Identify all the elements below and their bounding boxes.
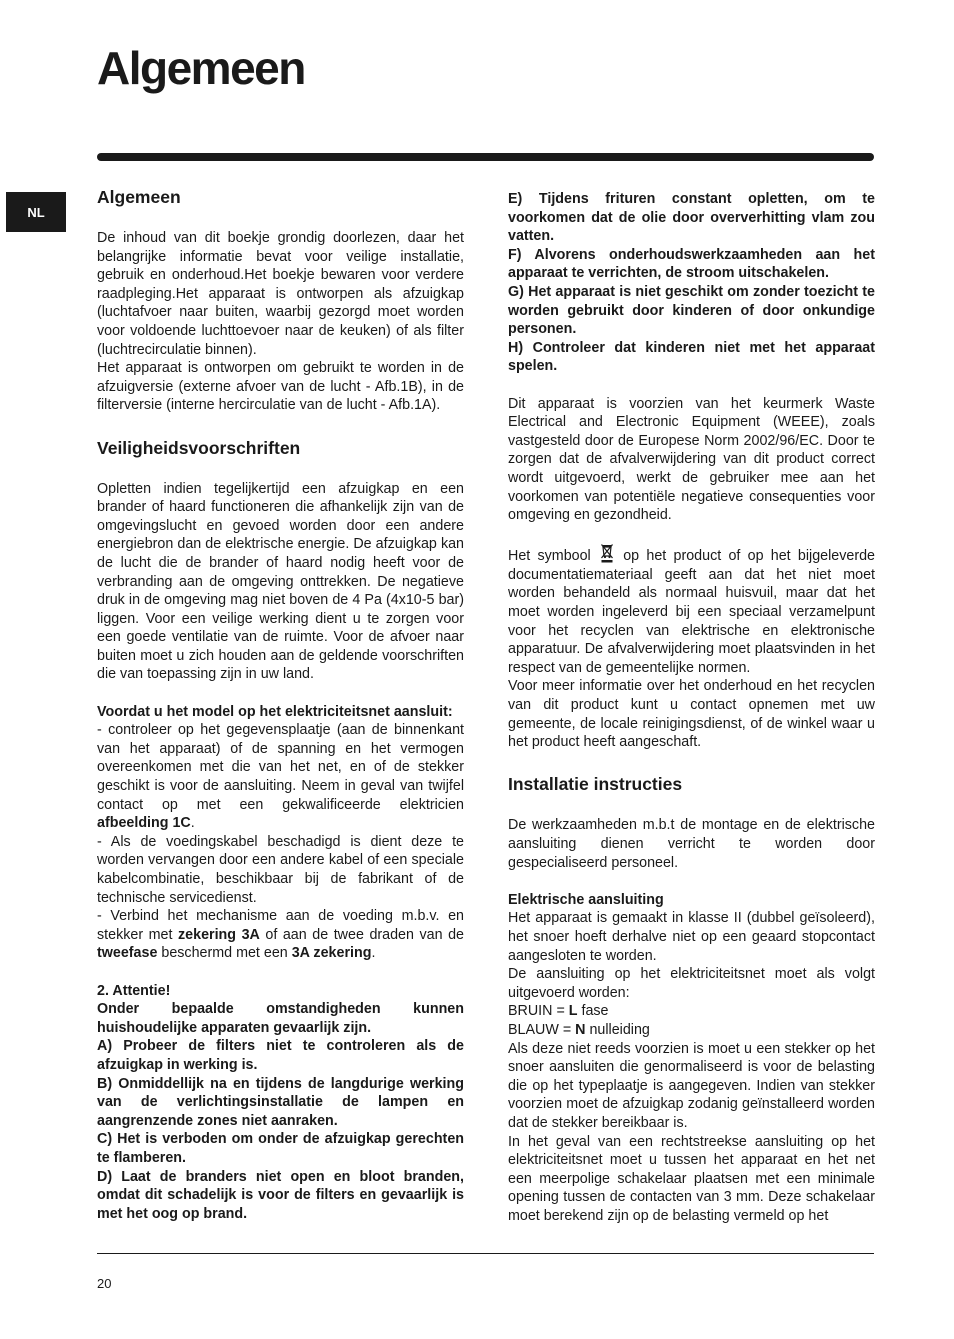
general-paragraph-1: De inhoud van dit boekje grondig doorlezen, daar het belangrijke informatie bevat voor veilige installatie, gebruik en onderhoud.Het boekje bewaren voor verdere raadpleging.Het apparaat is ontworpen als afzuigkap (luchtafvoer naar buiten, waarbij gezorgd moet worden voor voldoende luchttoevoer naar de keuken) of als filter (luchtrecirculatie binnen). [97, 230, 464, 358]
blue-wire: BLAUW = N nulleiding [508, 1021, 650, 1038]
symbol-paragraph: Het symbool op het product of op het bijgeleverde documentatiemateriaal geeft aan dat het niet moet worden behandeld als normaal huisvuil, maar dat het moet worden ingeleverd bij een speciaal verzamelpunt voor het recyclen van elektrische en elektronische apparatuur. De afvalverwijdering moet plaatsvinden in het respect van de gemeentelijke normen. [508, 543, 875, 677]
attention-heading: 2. Attentie! [97, 982, 171, 999]
attention-intro: Onder bepaalde omstandigheden kunnen huishoudelijke apparaten gevaarlijk zijn. [97, 1001, 464, 1036]
page-title: Algemeen [97, 42, 305, 94]
before-connect-heading: Voordat u het model op het elektriciteitsnet aansluit: [97, 703, 453, 720]
connect-item-1: - controleer op het gegevensplaatje (aan de binnenkant van het apparaat) of de spanning en het vermogen overeenkomen met die van het net, en of de stekker geschikt is voor de aansluiting. Neem in geval van twijfel contact op met een gekwalificeerde elektricien afbeelding 1C. [97, 722, 464, 832]
warning-c: C) Het is verboden om onder de afzuigkap gerechten te flamberen. [97, 1131, 464, 1166]
warning-g: G) Het apparaat is niet geschikt om zonder toezicht te worden gebruikt door kinderen of door onkundige personen. [508, 283, 875, 338]
title-divider [97, 153, 874, 161]
connect-item-3: - Verbind het mechanisme aan de voeding m.b.v. en stekker met zekering 3A of aan de twee draden van de tweefase beschermd met een 3A zekering. [97, 908, 465, 962]
crossed-out-bin-icon [600, 543, 614, 563]
direct-connection-paragraph: In het geval van een rechtstreekse aansluiting op het elektriciteitsnet moet u tussen het apparaat en het net een meerpolige schakelaar plaatsen met een minimale opening tussen de contacten van 3 mm. Deze schakelaar moet berekend zijn op de belasting vermeld op het [508, 1133, 875, 1224]
warning-e: E) Tijdens frituren constant opletten, om te voorkomen dat de olie door oververhitting vlam zou vatten. [508, 191, 875, 245]
safety-paragraph: Opletten indien tegelijkertijd een afzuigkap en een brander of haard functioneren die afhankelijk zijn van de omgevingslucht en gevoed worden door een andere energiebron dan de elektrische energie. De afzuigkap kan de lucht die de brander of haard nodig heeft voor de verbranding aan de omgeving onttrekken. De negatieve druk in de omgeving mag niet boven de 4 Pa (4x10-5 bar) liggen. Voor een veilige werking dient u te zorgen voor een goede ventilatie van de ruimte. Voor de afvoer naar buiten moet u zich houden aan de geldende voorschriften die van toepassing zijn in uw land. [97, 480, 464, 683]
installation-intro: De werkzaamheden m.b.t de montage en de elektrische aansluiting dienen verricht te worden door gespecialiseerd personeel. [508, 817, 875, 871]
warning-f: F) Alvorens onderhoudswerkzaamheden aan het apparaat te verrichten, de stroom uitschakelen. [508, 246, 875, 282]
connect-item-2: - Als de voedingskabel beschadigd is dient deze te worden vervangen door een andere kabel of een speciale kabelcombinatie, beschikbaar bij de fabrikant of de technische servicedienst. [97, 833, 464, 906]
warning-h: H) Controleer dat kinderen niet met het apparaat spelen. [508, 339, 875, 375]
electrical-heading: Elektrische aansluiting [508, 891, 664, 908]
more-info-paragraph: Voor meer informatie over het onderhoud en het recyclen van dit product kunt u contact opnemen met uw gemeente, de locale reinigingsdienst, of de winkel waar u het product heeft aangeschaft. [508, 678, 875, 751]
class-paragraph: Het apparaat is gemaakt in klasse II (dubbel geïsoleerd), het snoer hoeft derhalve niet op een geaard stopcontact aangesloten te worden. [508, 910, 875, 964]
warning-b: B) Onmiddellijk na en tijdens de langdurige werking van de verlichtingsinstallatie de lampen en aangrenzende zones niet aanraken. [97, 1075, 464, 1129]
footer-divider [97, 1253, 874, 1254]
general-heading: Algemeen [97, 187, 181, 207]
brown-wire: BRUIN = L fase [508, 1003, 609, 1020]
connect-paragraph: De aansluiting op het elektriciteitsnet moet als volgt uitgevoerd worden: [508, 966, 875, 1001]
language-tab: NL [6, 192, 66, 232]
plug-paragraph: Als deze niet reeds voorzien is moet u een stekker op het snoer aansluiten die genormaliseerd is voor de belasting die op het typeplaatje is aangegeven. Indien van stekker voorzien moet de afzuigkap zodanig geïnstalleerd worden dat de stekker bereikbaar is. [508, 1040, 875, 1131]
safety-heading: Veiligheidsvoorschriften [97, 437, 301, 458]
installation-heading: Installatie instructies [508, 774, 683, 795]
general-paragraph-2: Het apparaat is ontworpen om gebruikt te worden in de afzuigversie (externe afvoer van de lucht - Afb.1B), in de filterversie (interne hercirculatie van de lucht - Afb.1A). [97, 360, 464, 414]
warning-d: D) Laat de branders niet open en bloot branden, omdat dit schadelijk is voor de filters en gevaarlijk is met het oog op brand. [97, 1168, 464, 1222]
right-column [508, 190, 875, 1225]
weee-paragraph: Dit apparaat is voorzien van het keurmerk Waste Electrical and Electronic Equipment (WEEE), zoals vastgesteld door de Europese Norm 2002/96/EC. Door te zorgen dat de afvalverwijdering van dit product correct wordt uitgevoerd, werkt de gebruiker mee aan het voorkomen van potentiële negatieve consequenties voor omgeving en gezondheid. [508, 395, 875, 524]
warning-a: A) Probeer de filters niet te controleren als de afzuigkap in werking is. [97, 1038, 464, 1073]
left-column [97, 183, 464, 1223]
page-number: 20 [97, 1276, 112, 1291]
